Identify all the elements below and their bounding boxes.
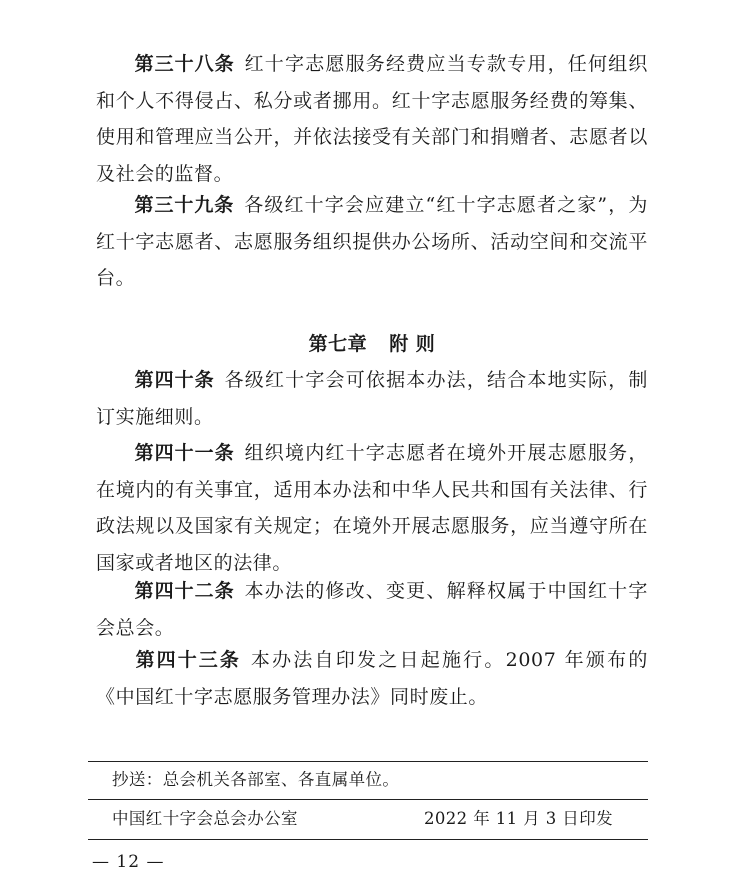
chapter-name: 附 则 [389,333,436,355]
article-40 [96,362,648,435]
article-40-title: 第四十条 [134,369,215,391]
article-41 [96,435,648,581]
article-41-title: 第四十一条 [134,442,235,464]
article-39-title: 第三十九条 [134,194,235,216]
issuer: 中国红十字会总会办公室 [112,809,298,828]
issue-date: 2022 年 11 月 3 日印发 [423,809,613,828]
chapter-number: 第七章 [308,333,368,355]
article-38-body: 红十字志愿服务经费应当专款专用，任何组织和个人不得侵占、私分或者挪用。红十字志愿服务经费的筹集、使用和管理应当公开，并依法接受有关部门和捐赠者、志愿者以及社会的监督。 [96,53,648,185]
article-38 [96,46,648,192]
article-38-title: 第三十八条 [134,53,235,75]
cc-line [112,768,399,792]
article-42-body: 本办法的修改、变更、解释权属于中国红十字会总会。 [96,580,648,639]
article-42-title: 第四十二条 [134,580,235,602]
footer-top-rule [88,761,648,762]
article-39-body: 各级红十字会应建立“红十字志愿者之家”，为红十字志愿者、志愿服务组织提供办公场所、活动空间和交流平台。 [96,194,648,289]
article-42 [96,573,648,646]
article-43-title: 第四十三条 [134,649,241,671]
cc-label: 抄送： [112,770,163,789]
footer-bottom-rule [88,839,648,840]
page-number: — 12 — [92,852,165,872]
cc-recipients: 总会机关各部室、各直属单位。 [162,770,400,789]
chapter-heading [96,330,648,358]
article-39 [96,187,648,297]
article-41-body: 组织境内红十字志愿者在境外开展志愿服务，在境内的有关事宜，适用本办法和中华人民共和国有关法律、行政法规以及国家有关规定；在境外开展志愿服务，应当遵守所在国家或者地区的法律。 [96,442,648,574]
article-40-body: 各级红十字会可依据本办法，结合本地实际，制订实施细则。 [96,369,648,428]
article-43 [96,642,648,715]
article-43-body: 本办法自印发之日起施行。2007 年颁布的《中国红十字志愿服务管理办法》同时废止。 [96,649,648,708]
footer-middle-rule [88,799,648,800]
